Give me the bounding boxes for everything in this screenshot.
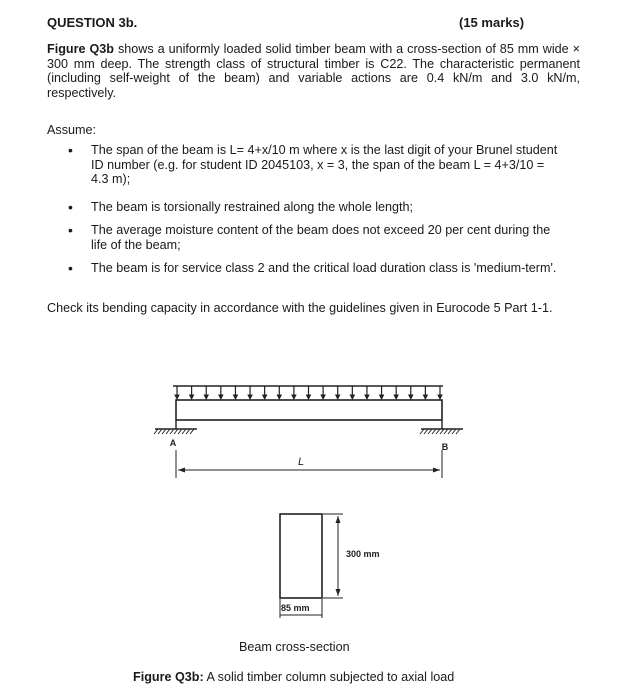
load-arrow-icon [291, 386, 297, 400]
assumption-text: The average moisture content of the beam does not exceed 20 per cent during the life of the beam; [91, 223, 551, 252]
load-arrow-icon [379, 386, 385, 400]
load-arrow-icon [393, 386, 399, 400]
span-label: L [297, 456, 305, 468]
question-title: QUESTION 3b. [47, 15, 138, 30]
bullet-icon: • [68, 199, 73, 215]
load-arrow-icon [335, 386, 341, 400]
load-arrow-icon [320, 386, 326, 400]
figure-caption-text: A solid timber column subjected to axial load [203, 670, 455, 684]
load-arrow-icon [203, 386, 209, 400]
assumption-text: The beam is torsionally restrained along the whole length; [91, 200, 414, 214]
load-arrow-icon [189, 386, 195, 400]
assume-label: Assume: [47, 123, 96, 137]
load-arrow-icon [437, 386, 443, 400]
depth-dimension [323, 514, 343, 598]
depth-label: 300 mm [346, 549, 380, 559]
bullet-icon: • [68, 142, 73, 158]
load-arrow-icon [408, 386, 414, 400]
check-instruction: Check its bending capacity in accordance with the guidelines given in Eurocode 5 Part 1-1. [47, 301, 553, 315]
question-marks: (15 marks) [459, 15, 525, 30]
bullet-icon: • [68, 260, 73, 276]
load-arrows [174, 386, 443, 400]
load-arrow-icon [423, 386, 429, 400]
beam [176, 400, 442, 420]
load-arrow-icon [233, 386, 239, 400]
bullet-icon: • [68, 222, 73, 238]
assumption-text: The span of the beam is L= 4+x/10 m where x is the last digit of your Brunel student ID number (e.g. for student ID 2045103, x = 3, the span of the beam L = 4+3/10 = 4.3 m); [91, 143, 558, 187]
cross-section-caption: Beam cross-section [239, 640, 350, 654]
load-arrow-icon [306, 386, 312, 400]
support-a [154, 420, 197, 434]
support-b-label: B [441, 442, 449, 452]
figure-caption [133, 670, 454, 684]
load-arrow-icon [262, 386, 268, 400]
support-a-label: A [169, 438, 177, 448]
figure-reference: Figure Q3b [47, 42, 114, 56]
span-dimension [176, 450, 442, 478]
load-arrow-icon [174, 386, 180, 400]
assumption-text: The beam is for service class 2 and the critical load duration class is 'medium-term'. [91, 261, 557, 275]
intro-text: shows a uniformly loaded solid timber beam with a cross-section of 85 mm wide × 300 mm deep. The strength class of structural timber is C22. The characteristic permanent (including self-weight of the beam) and variable actions are 0.4 kN/m and 3.0 kN/m, respectively. [47, 42, 580, 100]
cross-section-rect [280, 514, 322, 598]
load-arrow-icon [247, 386, 253, 400]
width-label: 85 mm [281, 603, 310, 613]
load-arrow-icon [218, 386, 224, 400]
load-arrow-icon [350, 386, 356, 400]
figure-caption-label: Figure Q3b: [133, 670, 204, 684]
load-arrow-icon [276, 386, 282, 400]
load-arrow-icon [364, 386, 370, 400]
support-b [420, 420, 463, 434]
